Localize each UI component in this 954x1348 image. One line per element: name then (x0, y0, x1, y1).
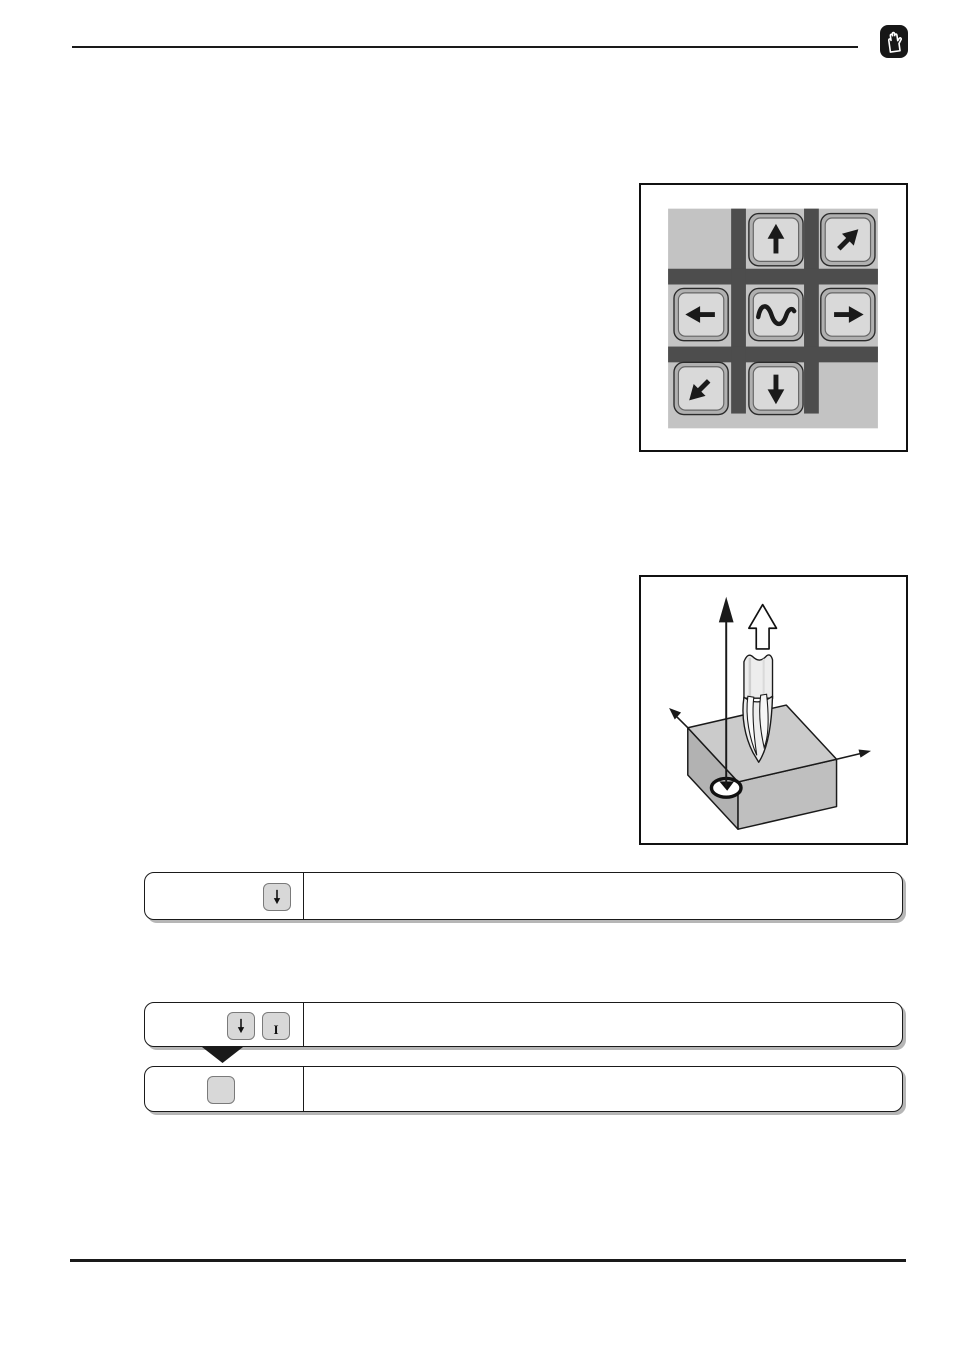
key-row (144, 1066, 903, 1112)
axis-keypad-graphic (641, 185, 906, 450)
header-rule (72, 46, 858, 48)
row-description-cell (315, 873, 892, 919)
axis-key-right[interactable] (821, 288, 875, 340)
axis-key-down-left[interactable] (674, 362, 728, 414)
manual-mode-hand-icon (880, 25, 908, 58)
axis-keypad-figure (639, 183, 908, 452)
down-arrow-key[interactable] (227, 1012, 255, 1040)
blank-key[interactable] (207, 1076, 235, 1104)
jog-key[interactable] (749, 288, 803, 340)
axis-key-left[interactable] (674, 288, 728, 340)
row-divider (303, 1067, 304, 1111)
i-key-label: I (273, 1021, 279, 1037)
down-triangle-icon (202, 1047, 243, 1063)
footer-rule (70, 1259, 906, 1262)
down-arrow-icon (267, 887, 287, 907)
key-row (144, 1002, 903, 1047)
up-block-arrow (749, 605, 777, 649)
axis-key-up-right[interactable] (821, 214, 875, 266)
key-row (144, 872, 903, 920)
left-axis-arrow (669, 708, 688, 728)
axis-key-up[interactable] (749, 214, 803, 266)
tool-retract-graphic (641, 577, 906, 843)
i-key[interactable] (262, 1012, 290, 1040)
row-description-cell (315, 1003, 892, 1046)
row-divider (303, 1003, 304, 1046)
row-description-cell (315, 1067, 892, 1111)
row-divider (303, 873, 304, 919)
tool-retract-figure (639, 575, 908, 845)
right-axis-arrow (837, 750, 871, 760)
down-arrow-key[interactable] (263, 883, 291, 911)
down-arrow-icon (231, 1016, 251, 1036)
axis-key-down[interactable] (749, 362, 803, 414)
hand-icon (880, 25, 908, 58)
